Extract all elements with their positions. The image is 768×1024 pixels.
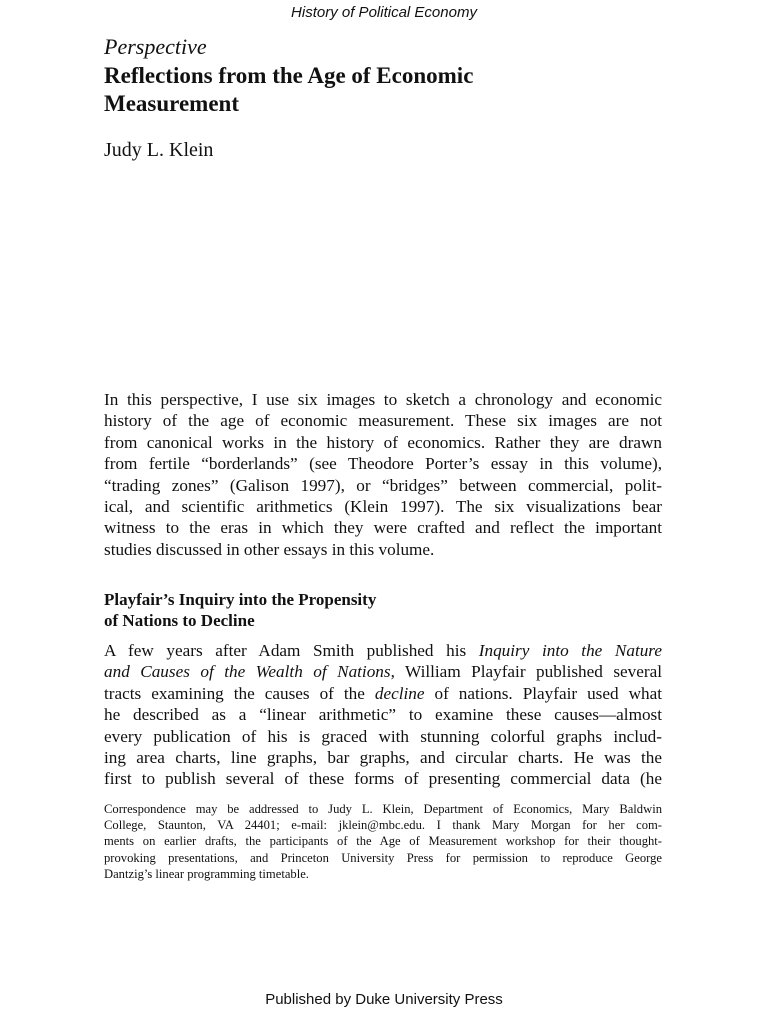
abstract-line: In this perspective, I use six images to sketch a chronology and economic (104, 390, 662, 409)
abstract-line: from fertile “borderlands” (see Theodore Porter’s essay in this volume), (104, 454, 662, 474)
title-line: Reflections from the Age of Economic (104, 63, 474, 88)
body-line: first to publish several of these forms of presenting commercial data (he (104, 769, 662, 789)
section-heading (104, 589, 662, 631)
body-line (104, 661, 662, 682)
abstract-line: witness to the eras in which they were crafted and reflect the important (104, 518, 662, 538)
title-block (104, 34, 674, 162)
book-title-italic: and Causes of the Wealth of Nations (104, 662, 391, 682)
publisher-footer: Published by Duke University Press (265, 991, 503, 1008)
footnote-line: College, Staunton, VA 24401; e-mail: jklein@mbc.edu. I thank Mary Morgan for her com- (104, 818, 662, 833)
body-line: ing area charts, line graphs, bar graphs, and circular charts. He was the (104, 748, 662, 768)
article-title (104, 62, 674, 118)
body-text-run: of nations. Playfair used what (424, 683, 662, 703)
abstract-line: history of the age of economic measurement. These six images are not (104, 411, 662, 431)
emphasis-italic: decline (374, 683, 425, 703)
footnote-line: Correspondence may be addressed to Judy L. Klein, Department of Economics, Mary Baldwin (104, 802, 662, 816)
article-kicker: Perspective (104, 34, 207, 59)
abstract-line: from canonical works in the history of economics. Rather they are drawn (104, 432, 662, 452)
section-heading-line: Playfair’s Inquiry into the Propensity (104, 590, 377, 609)
section-heading-line: of Nations to Decline (104, 611, 255, 630)
body-text-run: , William Playfair published several (390, 662, 663, 682)
body-line (104, 640, 662, 661)
body-line (104, 683, 662, 704)
abstract-line: ical, and scientific arithmetics (Klein 1997). The six visualizations bear (104, 497, 662, 517)
footnote-line: provoking presentations, and Princeton University Press for permission to reproduce George (104, 850, 662, 865)
abstract-line: studies discussed in other essays in this volume. (104, 539, 435, 559)
book-title-italic: Inquiry into the Nature (478, 641, 662, 660)
abstract-paragraph (104, 389, 662, 560)
author-name: Judy L. Klein (104, 139, 214, 161)
body-paragraph (104, 640, 662, 790)
footnote-line: Dantzig’s linear programming timetable. (104, 866, 309, 881)
correspondence-footnote (104, 801, 662, 882)
footnote-line: ments on earlier drafts, the participants of the Age of Measurement workshop for their thought- (104, 834, 662, 849)
title-line: Measurement (104, 91, 239, 116)
abstract-line: “trading zones” (Galison 1997), or “bridges” between commercial, polit- (104, 475, 662, 495)
body-text-run: A few years after Adam Smith published his (104, 641, 479, 660)
body-text-run: tracts examining the causes of the (104, 683, 375, 703)
body-line: he described as a “linear arithmetic” to examine these causes—almost (104, 705, 662, 725)
running-head: History of Political Economy (291, 4, 477, 21)
body-line: every publication of his is graced with stunning colorful graphs includ- (104, 726, 662, 746)
